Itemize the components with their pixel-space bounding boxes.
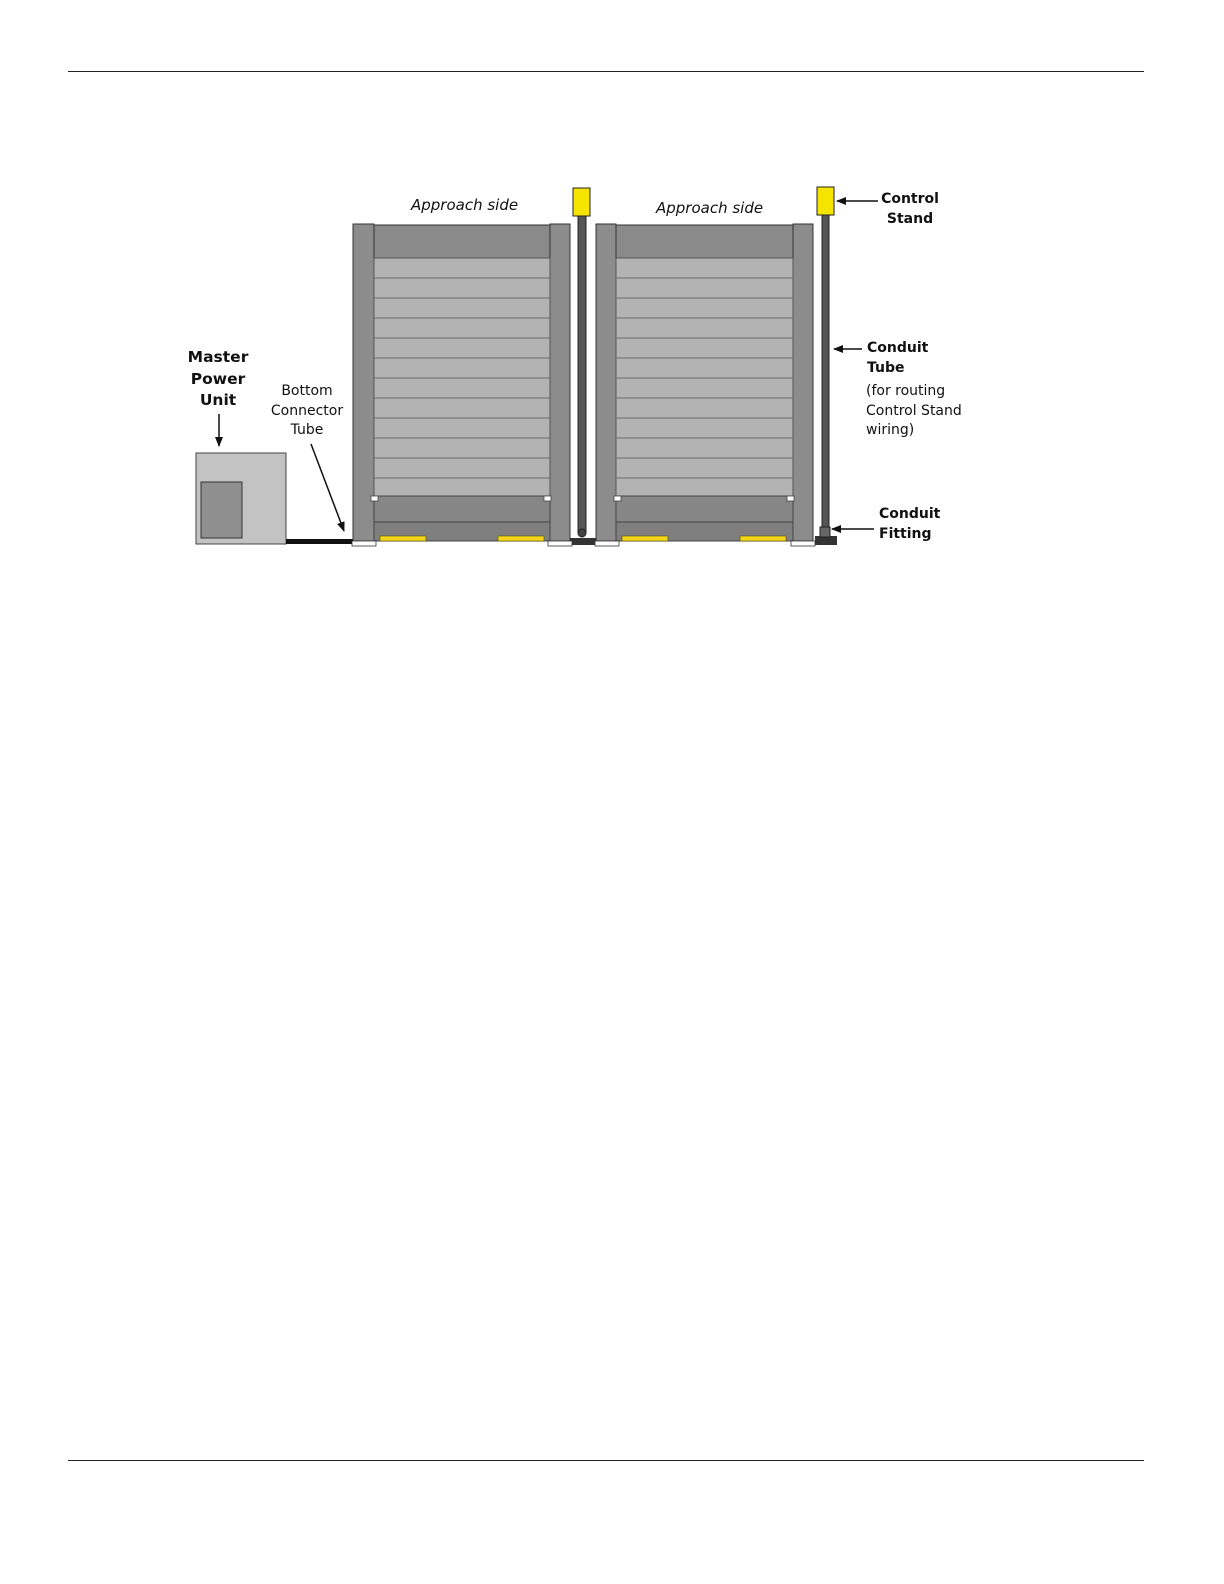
approach-side-label-right: Approach side bbox=[656, 199, 764, 217]
door-left-bumper-left bbox=[380, 536, 426, 541]
door-right-header bbox=[616, 225, 793, 258]
control-stand-left-pole bbox=[578, 215, 586, 533]
door-left-bottom-bar bbox=[374, 496, 550, 522]
master-power-unit-label-line: Master bbox=[187, 348, 249, 366]
door-left-guide-left bbox=[371, 496, 378, 501]
conduit-tube-label-line: Tube bbox=[867, 359, 905, 376]
door-right-bottom-bar bbox=[616, 496, 793, 522]
control-stand-right bbox=[815, 187, 837, 545]
door-left-header bbox=[374, 225, 550, 258]
door-right-foot-right bbox=[791, 541, 815, 546]
door-right-guide-right bbox=[787, 496, 794, 501]
door-left-guide-right bbox=[544, 496, 551, 501]
control-stand-right-pole bbox=[822, 214, 829, 530]
conduit-fitting-label-line: Conduit bbox=[879, 506, 941, 522]
bottom-connector-tube-label-line: Bottom bbox=[281, 383, 333, 399]
door-left-post-right bbox=[550, 224, 570, 541]
door-right-bumper-left bbox=[622, 536, 668, 541]
bottom-connector-tube-label-line: Connector bbox=[270, 402, 344, 419]
conduit-tube-note bbox=[866, 382, 962, 441]
door-left-foot-right bbox=[548, 541, 572, 546]
conduit-tube-note-line: wiring) bbox=[866, 422, 915, 438]
bottom-connector-tube bbox=[286, 539, 356, 544]
conduit-fitting-label-line: Fitting bbox=[879, 525, 932, 542]
footer-rule bbox=[68, 1460, 1144, 1461]
bottom-connector-tube-label bbox=[264, 382, 350, 441]
master-power-unit-label-line: Power bbox=[190, 369, 246, 388]
conduit-tube-note-line: Control Stand bbox=[866, 402, 962, 419]
conduit-tube-label bbox=[867, 339, 928, 378]
door-right-curtain bbox=[616, 258, 793, 496]
arrow-icon bbox=[311, 444, 344, 531]
door-right-bumper-right bbox=[740, 536, 786, 541]
control-stand-right-box bbox=[817, 187, 834, 215]
door-right-guide-left bbox=[614, 496, 621, 501]
door-left-curtain bbox=[374, 258, 550, 496]
door-left-foot-left bbox=[352, 541, 376, 546]
door-left bbox=[352, 224, 572, 546]
control-stand-label-line: Control bbox=[881, 191, 939, 207]
door-right-foot-left bbox=[595, 541, 619, 546]
control-stand-label bbox=[872, 190, 948, 229]
conduit-tube-label-line: Conduit bbox=[867, 340, 929, 356]
door-right bbox=[595, 224, 815, 546]
bottom-connector-tube-label-line: Tube bbox=[290, 422, 324, 438]
power-unit-window bbox=[201, 482, 242, 538]
control-stand-left bbox=[573, 188, 590, 537]
floor-tube bbox=[568, 538, 598, 545]
control-stand-label-line: Stand bbox=[886, 210, 934, 227]
conduit-tube-note-line: (for routing bbox=[866, 383, 946, 399]
control-stand-left-fitting bbox=[578, 529, 586, 537]
door-right-post-left bbox=[596, 224, 616, 541]
master-power-unit-label bbox=[178, 347, 258, 412]
conduit-fitting bbox=[820, 527, 830, 537]
master-power-unit-label-line: Unit bbox=[199, 391, 237, 409]
door-left-bumper-right bbox=[498, 536, 544, 541]
approach-side-label-left: Approach side bbox=[411, 196, 519, 214]
control-stand-left-box bbox=[573, 188, 590, 216]
door-right-post-right bbox=[793, 224, 813, 541]
door-left-post-left bbox=[353, 224, 374, 541]
master-power-unit bbox=[196, 453, 286, 544]
conduit-fitting-label bbox=[879, 505, 940, 544]
